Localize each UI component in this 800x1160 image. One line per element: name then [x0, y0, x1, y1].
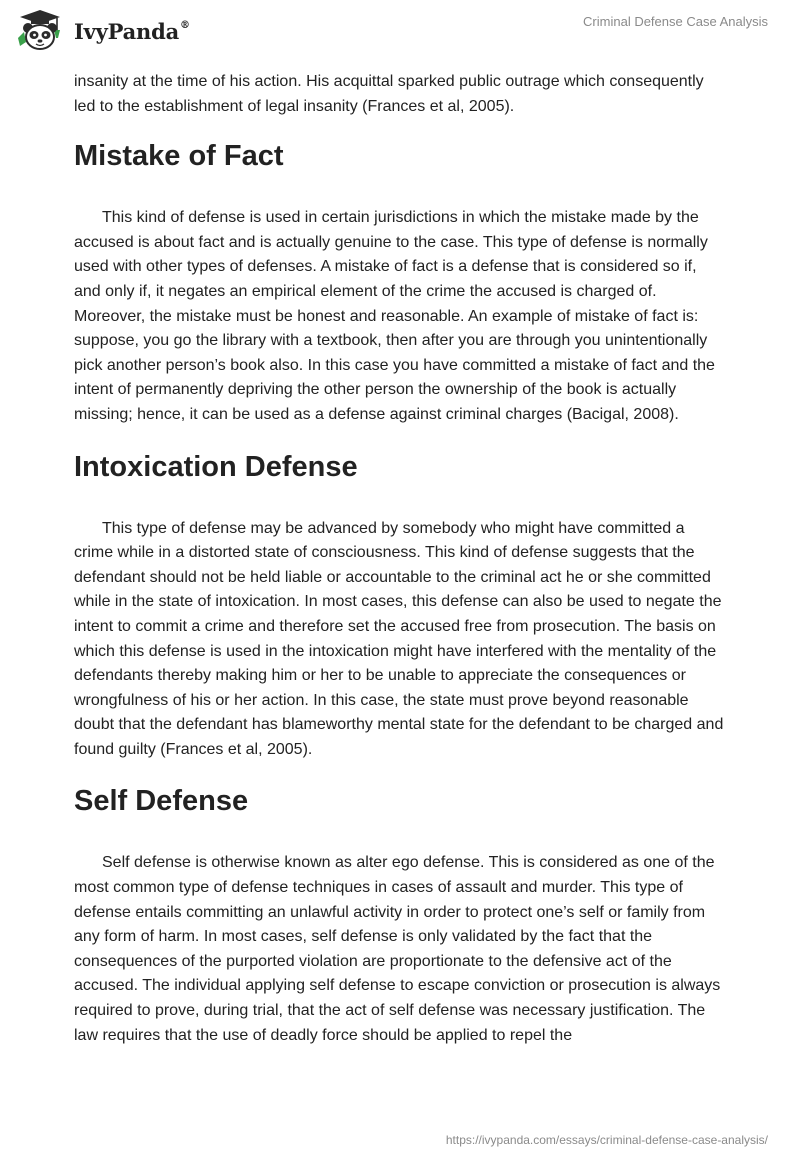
logo[interactable] [14, 8, 190, 52]
document-title: Criminal Defense Case Analysis [583, 14, 768, 29]
footer-source-url[interactable]: https://ivypanda.com/essays/criminal-defense-case-analysis/ [445, 1133, 768, 1147]
panda-graduate-icon [14, 8, 66, 52]
heading-intoxication-defense: Intoxication Defense [74, 450, 358, 483]
article-body [74, 70, 726, 1048]
registered-mark: ® [180, 19, 190, 31]
heading-self-defense: Self Defense [74, 785, 249, 818]
brand-name: IvyPanda® [74, 18, 190, 44]
paragraph-intoxication-defense: This type of defense may be advanced by somebody who might have committed a crime while in a distorted state of consciousness. This kind of defense suggests that the defendant should not be held liable or accountable to the criminal act he or she committed while in the state of intoxication. In most cases, this defense can also be used to negate the intent to commit a crime and therefore set the accused free from prosecution. The basis on which this defense is used in the intoxication might have interfered with the mentality of the defendants thereby making him or her to be unable to appreciate the consequences or wrongfulness of his or her action. In this case, the state must prove beyond reasonable doubt that the defendant has blameworthy mental state for the defendant to be charged and found guilty (Frances et al, 2005). [74, 519, 724, 758]
paragraph-mistake-of-fact: This kind of defense is used in certain jurisdictions in which the mistake made by the accused is about fact and is actually genuine to the case. This type of defense is normally used with other types of defenses. A mistake of fact is a defense that is considered so if, and only if, it negates an empirical element of the crime the accused is charged of. Moreover, the mistake must be honest and reasonable. An example of mistake of fact is: suppose, you go the library with a textbook, then after you are through you unintentionally pick another person’s book also. In this case you have committed a mistake of fact and the intent of permanently depriving the other person the ownership of the book is actually missing; hence, it can be used as a defense against criminal charges (Bacigal, 2008). [74, 209, 715, 423]
page-header [0, 0, 800, 64]
intro-continuation: insanity at the time of his action. His acquittal sparked public outrage which consequently led to the establishment of legal insanity (Frances et al, 2005). [74, 73, 704, 115]
heading-mistake-of-fact: Mistake of Fact [74, 140, 284, 173]
paragraph-self-defense: Self defense is otherwise known as alter ego defense. This is considered as one of the most common type of defense techniques in cases of assault and murder. This type of defense entails committing an unlawful activity in order to protect one’s self or family from any form of harm. In most cases, self defense is only validated by the fact that the consequences of the purported violation are proportionate to the defensive act of the accused. The individual applying self defense to escape conviction or prosecution is always required to prove, during trial, that the act of self defense was necessary justification. The law requires that the use of deadly force should be applied to repel the [74, 854, 721, 1044]
